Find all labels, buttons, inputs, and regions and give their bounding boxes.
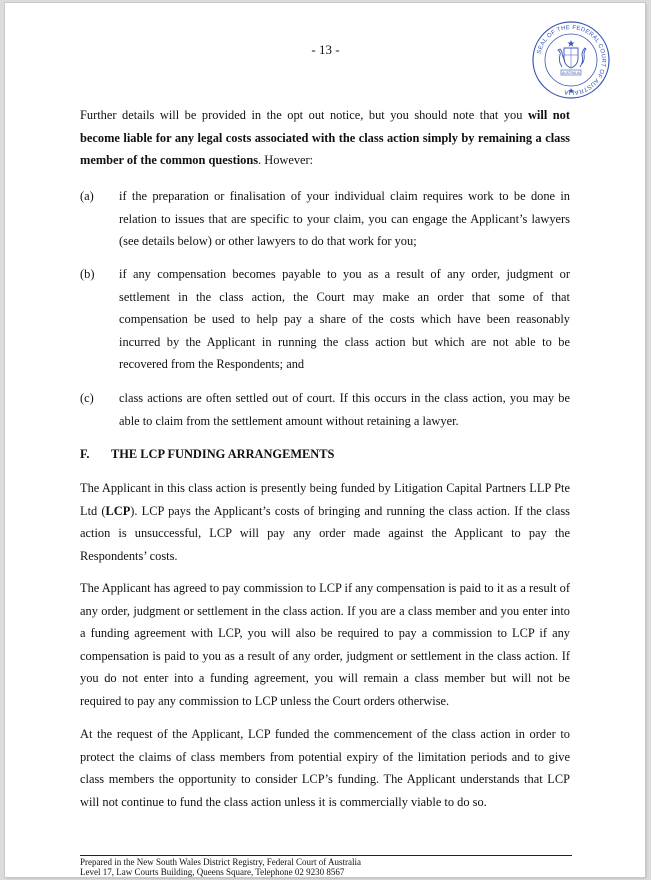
section-title: THE LCP FUNDING ARRANGEMENTS xyxy=(111,447,335,461)
intro-paragraph xyxy=(80,104,570,172)
court-seal-icon xyxy=(531,20,611,100)
svg-text:SEAL OF THE FEDERAL COURT OF A xyxy=(537,25,606,95)
intro-bold-text: will not become liable for any legal costs associated with the class action simply by remaining a class member of the common questions xyxy=(80,108,570,168)
list-label-c: (c) xyxy=(80,391,94,405)
list-item-b: if any compensation becomes payable to you as a result of any order, judgment or settlement in the class action, the Court may make an order that some of that compensation be used to help pay a share of the costs which have been reasonably incurred by the Applicant in running the class action but which are not able to be recovered from the Respondents; and xyxy=(119,267,570,372)
intro-text: Further details will be provided in the opt out notice, but you should note that you xyxy=(80,108,528,122)
para1-text-end: ). LCP pays the Applicant’s costs of bringing and running the class action. If the class action is unsuccessful, LCP will pay any order made against the Applicant to pay the Respondents’ costs. xyxy=(80,503,571,563)
footer-divider xyxy=(80,855,572,856)
para1-text: The Applicant in this class action is presently being funded by Litigation Capital Partners LLP Pte Ltd ( xyxy=(80,481,570,518)
list-label-a: (a) xyxy=(80,189,94,203)
list-label-b: (b) xyxy=(80,267,95,281)
list-item-c: class actions are often settled out of court. If this occurs in the class action, you may be able to claim from the settlement amount without retaining a lawyer. xyxy=(119,391,570,428)
funding-paragraph-2: The Applicant has agreed to pay commission to LCP if any compensation is paid to it as a result of any order, judgment or settlement in the class action. If you are a class member and you enter into a funding agreement with LCP, you will also be required to pay a commission to LCP if any compensation is paid to you as a result of any order, judgment or settlement in the class action. If you do not enter into a funding agreement, you will remain a class member but will not be required to pay any commission to LCP unless the Court orders otherwise. xyxy=(80,581,570,708)
footer-line-1: Prepared in the New South Wales District Registry, Federal Court of Australia xyxy=(80,857,361,867)
lcp-defined-term: LCP xyxy=(105,503,131,518)
seal-text: SEAL OF THE FEDERAL COURT OF AUSTRALIA xyxy=(536,24,607,96)
list-item-a: if the preparation or finalisation of your individual claim requires work to be done in relation to issues that are specific to your claim, you can engage the Applicant’s lawyers (see details below) or other lawyers to do that work for you; xyxy=(119,189,570,249)
funding-paragraph-3: At the request of the Applicant, LCP funded the commencement of the class action in order to protect the claims of class members from potential expiry of the limitation periods and to give class members the opportunity to consider LCP’s funding. The Applicant understands that LCP will not continue to fund the class action unless it is commercially viable to do so. xyxy=(80,727,570,809)
seal-banner-text: AUSTRALIA xyxy=(562,71,580,75)
intro-text-end: . However: xyxy=(258,153,314,168)
section-letter: F. xyxy=(80,447,90,461)
footer-line-2: Level 17, Law Courts Building, Queens Square, Telephone 02 9230 8567 xyxy=(80,867,345,877)
page-number: - 13 - xyxy=(311,42,340,57)
funding-paragraph-1 xyxy=(80,477,570,567)
